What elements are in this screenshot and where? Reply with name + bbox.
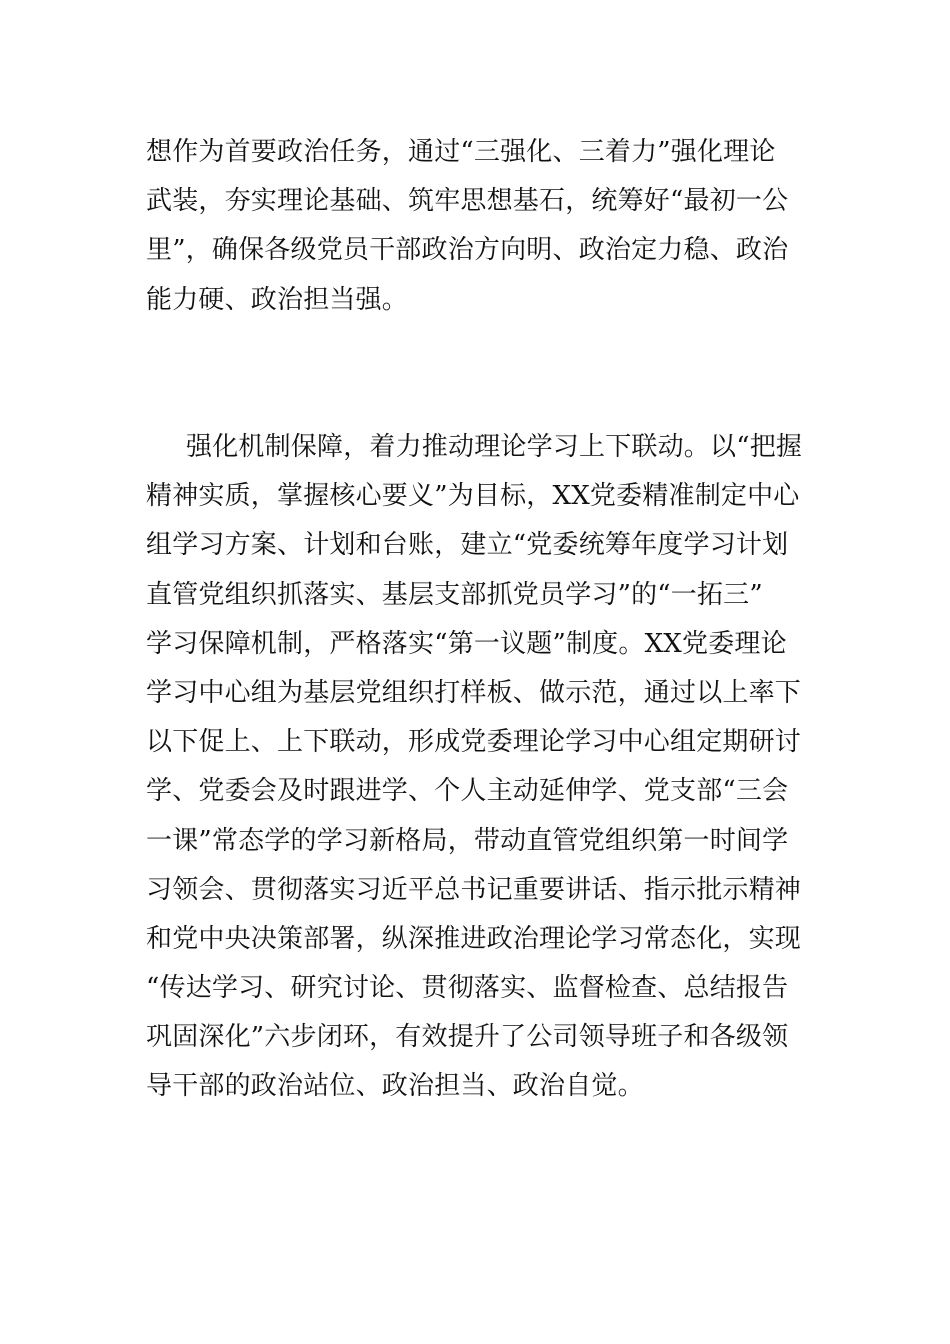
paragraph-continuation xyxy=(146,128,810,325)
text-line: 学、党委会及时跟进学、个人主动延伸学、党支部“三会 xyxy=(146,776,789,807)
text-line: 以下促上、上下联动，形成党委理论学习中心组定期研讨 xyxy=(146,727,802,758)
text-line: 想作为首要政治任务，通过“三强化、三着力”强化理论 xyxy=(146,137,776,167)
text-line: 组学习方案、计划和台账，建立“党委统筹年度学习计划 xyxy=(146,530,789,561)
text-line: 学习保障机制，严格落实“第一议题”制度。XX党委理论 xyxy=(146,628,787,659)
paragraph-mechanism-guarantee xyxy=(146,423,810,1112)
text-line: “传达学习、研究讨论、贯彻落实、监督检查、总结报告 xyxy=(146,973,789,1004)
text-line: 和党中央决策部署，纵深推进政治理论学习常态化，实现 xyxy=(146,923,802,954)
text-line: 导干部的政治站位、政治担当、政治自觉。 xyxy=(146,1071,644,1102)
text-line: 巩固深化”六步闭环，有效提升了公司领导班子和各级领 xyxy=(146,1022,789,1053)
text-line: 直管党组织抓落实、基层支部抓党员学习”的“一拓三” xyxy=(146,579,763,610)
text-line: 一课”常态学的学习新格局，带动直管党组织第一时间学 xyxy=(146,825,789,856)
text-line: 里”，确保各级党员干部政治方向明、政治定力稳、政治 xyxy=(146,235,789,266)
text-line: 学习中心组为基层党组织打样板、做示范，通过以上率下 xyxy=(146,677,802,708)
text-line: 能力硬、政治担当强。 xyxy=(146,284,409,315)
text-line: 武装，夯实理论基础、筑牢思想基石，统筹好“最初一公 xyxy=(146,186,789,217)
text-line-first: 强化机制保障，着力推动理论学习上下联动。以“把握 xyxy=(186,432,803,462)
text-line: 精神实质，掌握核心要义”为目标，XX党委精准制定中心 xyxy=(146,481,800,512)
text-line: 习领会、贯彻落实习近平总书记重要讲话、指示批示精神 xyxy=(146,874,802,905)
